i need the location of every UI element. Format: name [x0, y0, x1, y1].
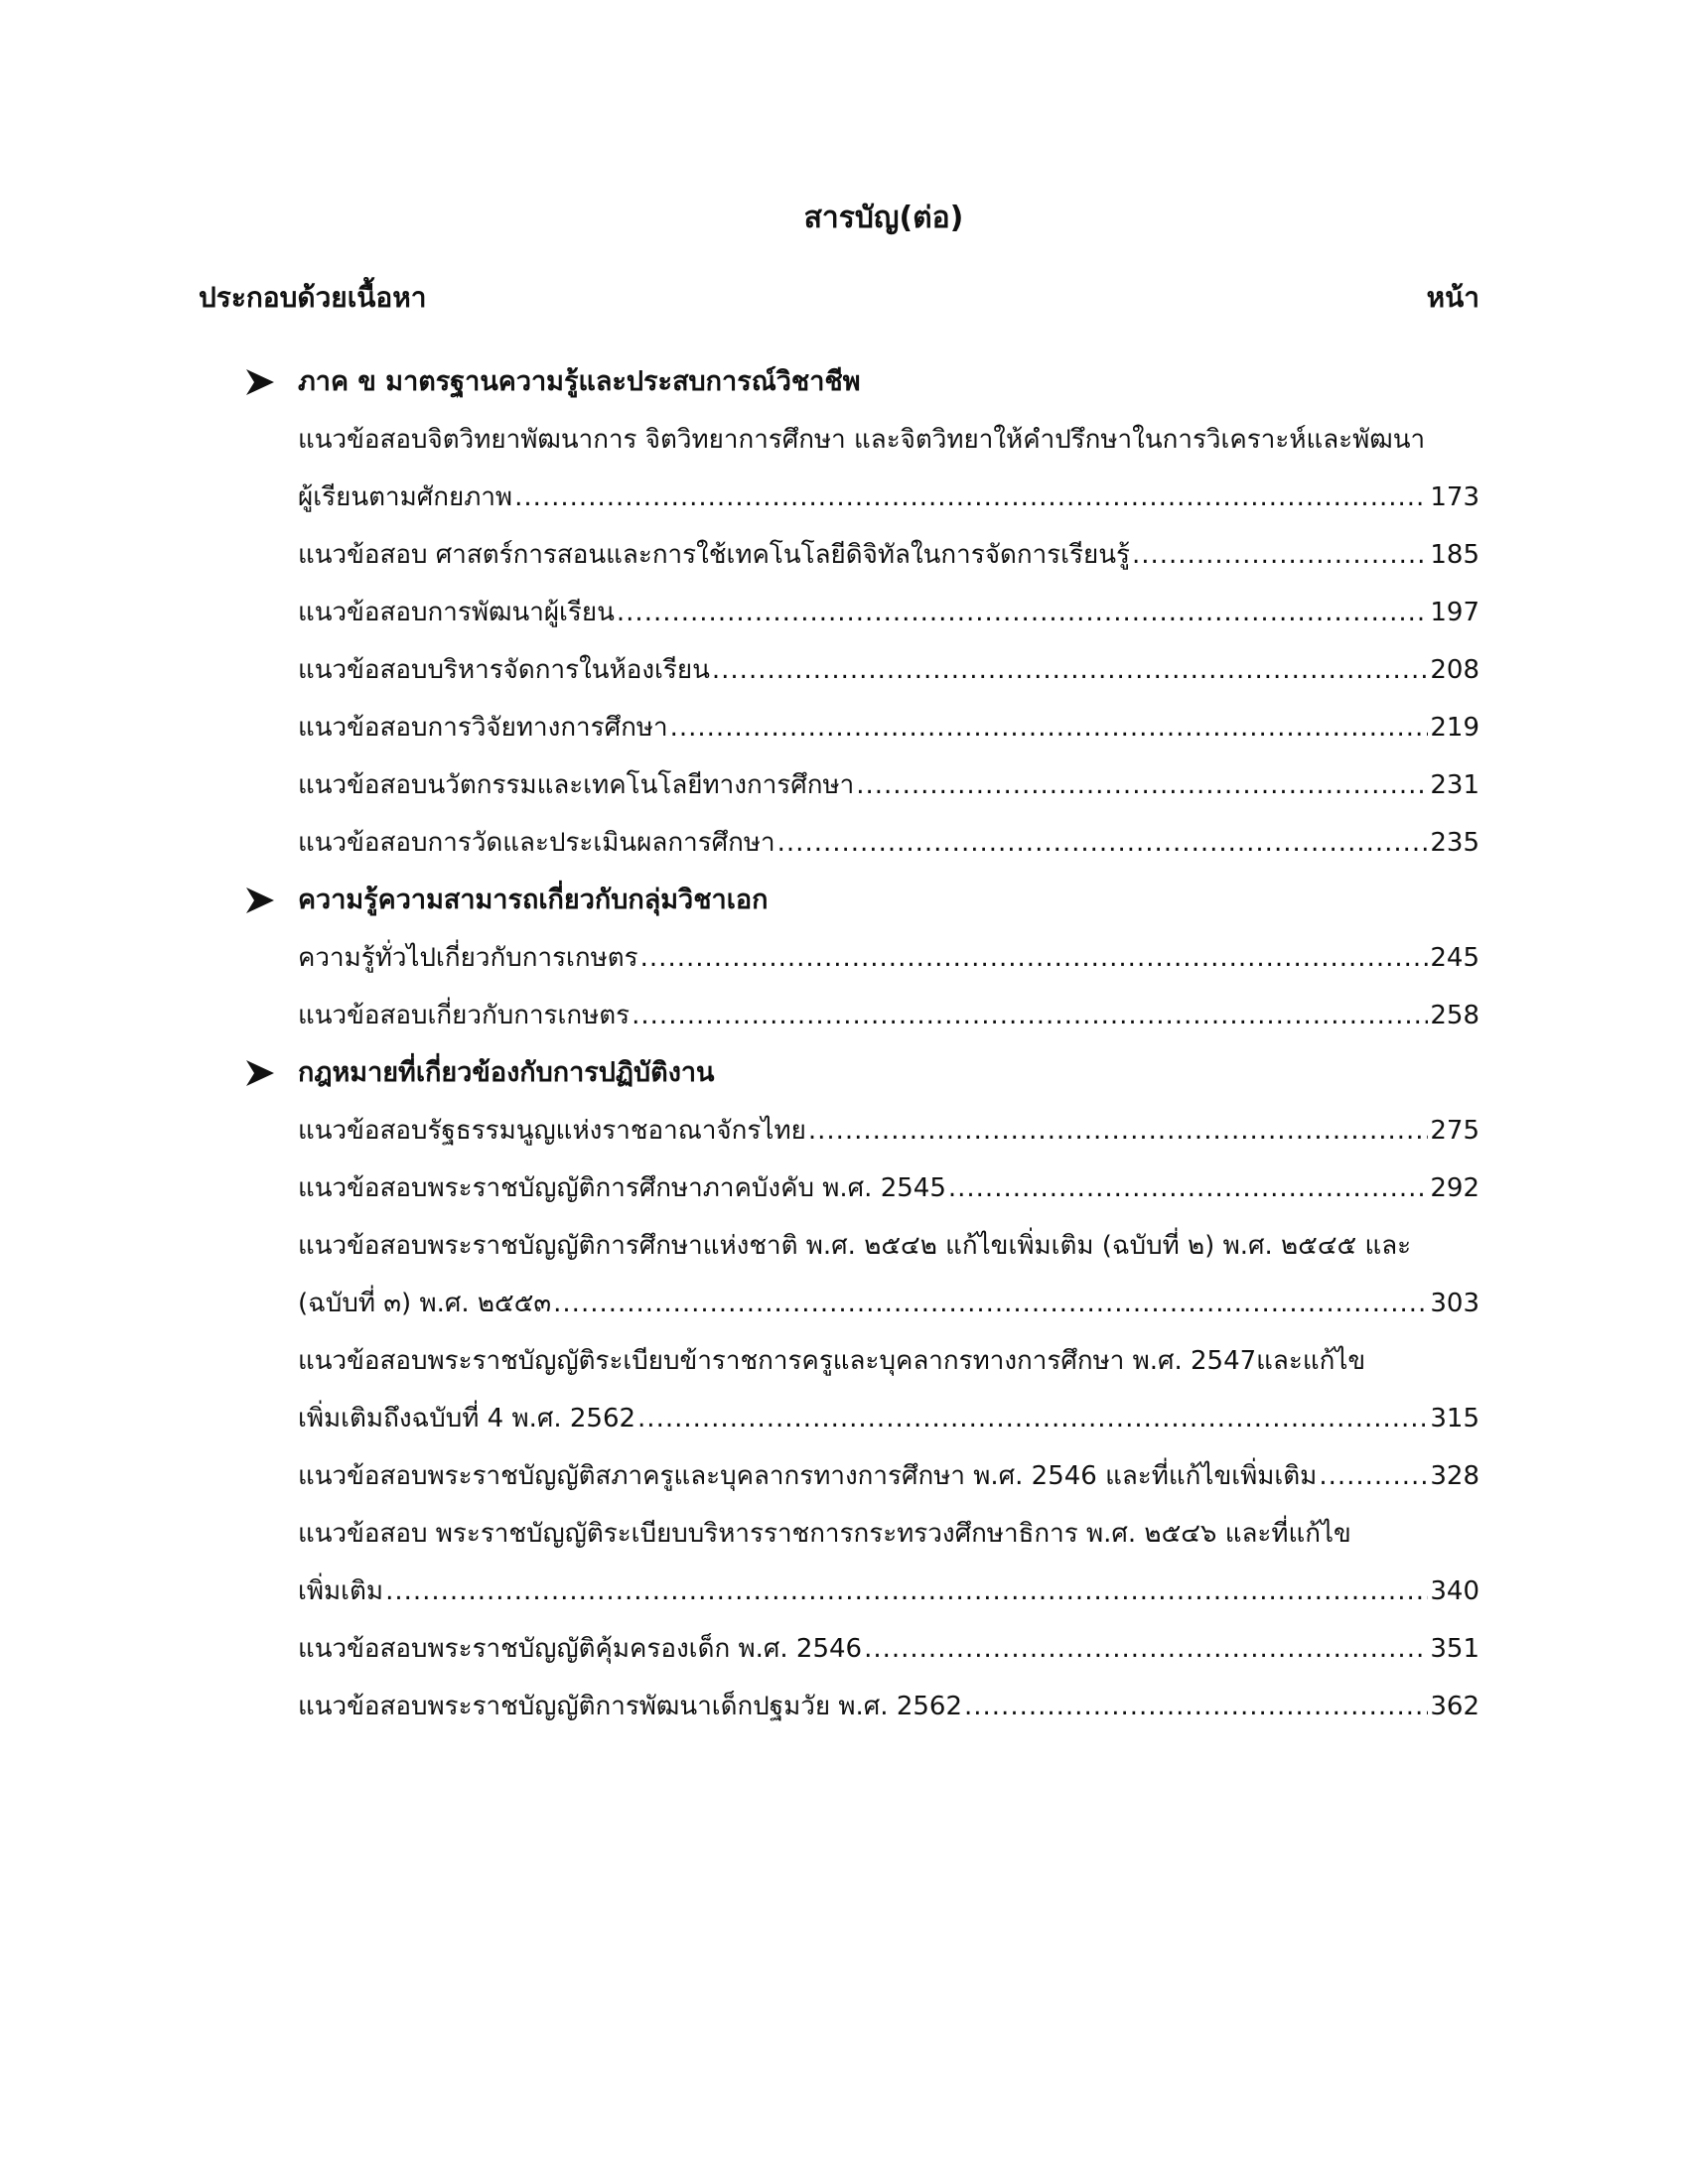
toc-entry-line	[298, 756, 1479, 814]
page-number: 258	[1430, 1001, 1479, 1030]
toc-entry-line: แนวข้อสอบพระราชบัญญัติระเบียบข้าราชการครูและบุคลากรทางการศึกษา พ.ศ. 2547และแก้ไข	[298, 1346, 1366, 1376]
page-title: สารบัญ(ต่อ)	[803, 201, 964, 235]
table-of-contents	[243, 353, 1479, 1735]
dot-leader	[964, 1678, 1428, 1735]
toc-entry	[298, 756, 1479, 814]
toc-entry-text: แนวข้อสอบพระราชบัญญัติคุ้มครองเด็ก พ.ศ. 2546	[298, 1634, 863, 1664]
toc-entry-text: (ฉบับที่ ๓) พ.ศ. ๒๕๕๓	[298, 1289, 552, 1318]
page-number: 235	[1430, 828, 1479, 858]
page-number: 328	[1430, 1461, 1479, 1491]
toc-entry-line	[298, 699, 1479, 756]
toc-entry-line: แนวข้อสอบจิตวิทยาพัฒนาการ จิตวิทยาการศึกษา และจิตวิทยาให้คำปรึกษาในการวิเคราะห์และพัฒนา	[298, 425, 1426, 455]
arrow-bullet-icon	[245, 368, 275, 396]
toc-entry	[298, 814, 1479, 872]
toc-entry-line	[298, 526, 1479, 584]
page-number: 303	[1430, 1289, 1479, 1318]
page-number: 340	[1430, 1576, 1479, 1606]
page-number: 219	[1430, 713, 1479, 743]
toc-entry-line	[298, 1275, 1479, 1332]
dot-leader	[777, 814, 1429, 872]
toc-entry	[298, 411, 1479, 526]
dot-leader	[553, 1275, 1428, 1332]
dot-leader	[1319, 1447, 1428, 1505]
toc-entry	[298, 1620, 1479, 1678]
toc-entry-line	[298, 1102, 1479, 1160]
dot-leader	[617, 584, 1428, 641]
toc-entry	[298, 1505, 1479, 1620]
toc-entry-line	[298, 1678, 1479, 1735]
toc-entry-line	[298, 1620, 1479, 1678]
dot-leader	[632, 987, 1428, 1044]
toc-entry-line	[298, 584, 1479, 641]
dot-leader	[1132, 526, 1428, 584]
arrow-bullet-icon	[245, 887, 275, 914]
page-number: 173	[1430, 482, 1479, 512]
toc-entry-text: แนวข้อสอบ ศาสตร์การสอนและการใช้เทคโนโลยีดิจิทัลในการจัดการเรียนรู้	[298, 540, 1130, 570]
toc-entry-line: แนวข้อสอบพระราชบัญญัติการศึกษาแห่งชาติ พ.ศ. ๒๕๔๒ แก้ไขเพิ่มเติม (ฉบับที่ ๒) พ.ศ. ๒๕๔๕ และ	[298, 1231, 1412, 1261]
toc-entry-text: เพิ่มเติม	[298, 1576, 384, 1606]
page-number: 245	[1430, 943, 1479, 973]
toc-entry-text: แนวข้อสอบการวัดและประเมินผลการศึกษา	[298, 828, 775, 858]
page-number: 208	[1430, 655, 1479, 685]
dot-leader	[864, 1620, 1428, 1678]
toc-entry-text: เพิ่มเติมถึงฉบับที่ 4 พ.ศ. 2562	[298, 1404, 636, 1433]
toc-entry-text: แนวข้อสอบรัฐธรรมนูญแห่งราชอาณาจักรไทย	[298, 1116, 806, 1146]
page-number: 231	[1430, 770, 1479, 800]
dot-leader	[712, 641, 1428, 699]
toc-entry	[298, 1102, 1479, 1160]
page-number: 275	[1430, 1116, 1479, 1146]
toc-entry-text: แนวข้อสอบเกี่ยวกับการเกษตร	[298, 1001, 631, 1030]
page-number: 292	[1430, 1173, 1479, 1203]
toc-entry-text: แนวข้อสอบพระราชบัญญัติสภาครูและบุคลากรทางการศึกษา พ.ศ. 2546 และที่แก้ไขเพิ่มเติม	[298, 1461, 1318, 1491]
toc-entry	[298, 584, 1479, 641]
toc-entry	[298, 1160, 1479, 1217]
toc-entry-line	[298, 1390, 1479, 1447]
toc-entry-text: แนวข้อสอบการพัฒนาผู้เรียน	[298, 598, 615, 627]
toc-entry-text: ความรู้ทั่วไปเกี่ยวกับการเกษตร	[298, 943, 638, 973]
toc-entry	[298, 1678, 1479, 1735]
toc-entry	[298, 526, 1479, 584]
page-number: 351	[1430, 1634, 1479, 1664]
dot-leader	[514, 469, 1428, 526]
toc-entry-line	[298, 1160, 1479, 1217]
section-heading	[243, 872, 1479, 929]
toc-entry-text: แนวข้อสอบพระราชบัญญัติการศึกษาภาคบังคับ พ.ศ. 2545	[298, 1173, 946, 1203]
toc-entry-line	[298, 929, 1479, 987]
toc-entry	[298, 1217, 1479, 1332]
toc-entry-line	[298, 1447, 1479, 1505]
toc-entry-line	[298, 987, 1479, 1044]
dot-leader	[856, 756, 1428, 814]
dot-leader	[385, 1563, 1428, 1620]
toc-entry	[298, 987, 1479, 1044]
toc-entry-line: แนวข้อสอบ พระราชบัญญัติระเบียบบริหารราชการกระทรวงศึกษาธิการ พ.ศ. ๒๕๔๖ และที่แก้ไข	[298, 1519, 1351, 1549]
toc-entry-text: ผู้เรียนตามศักยภาพ	[298, 482, 513, 512]
page-number: 185	[1430, 540, 1479, 570]
toc-entry-text: แนวข้อสอบบริหารจัดการในห้องเรียน	[298, 655, 710, 685]
section-heading-text: ความรู้ความสามารถเกี่ยวกับกลุ่มวิชาเอก	[298, 885, 769, 915]
toc-entry-line	[298, 814, 1479, 872]
page-number: 197	[1430, 598, 1479, 627]
toc-entry-text: แนวข้อสอบการวิจัยทางการศึกษา	[298, 713, 668, 743]
section-heading-text: กฎหมายที่เกี่ยวข้องกับการปฏิบัติงาน	[298, 1057, 715, 1088]
dot-leader	[948, 1160, 1428, 1217]
arrow-bullet-icon	[245, 1059, 275, 1087]
toc-entry	[298, 929, 1479, 987]
toc-entry	[298, 1332, 1479, 1447]
section-heading	[243, 353, 1479, 411]
toc-entry-line	[298, 469, 1479, 526]
section-heading-text: ภาค ข มาตรฐานความรู้และประสบการณ์วิชาชีพ	[298, 366, 861, 397]
toc-entry	[298, 641, 1479, 699]
toc-entry-line	[298, 641, 1479, 699]
toc-entry	[298, 1447, 1479, 1505]
contents-column-header: ประกอบด้วยเนื้อหา	[199, 281, 427, 314]
dot-leader	[637, 1390, 1428, 1447]
toc-entry	[298, 699, 1479, 756]
toc-entry-text: แนวข้อสอบนวัตกรรมและเทคโนโลยีทางการศึกษา	[298, 770, 855, 800]
page-number: 362	[1430, 1692, 1479, 1721]
dot-leader	[808, 1102, 1429, 1160]
dot-leader	[670, 699, 1429, 756]
toc-entry-text: แนวข้อสอบพระราชบัญญัติการพัฒนาเด็กปฐมวัย พ.ศ. 2562	[298, 1692, 962, 1721]
section-heading	[243, 1044, 1479, 1102]
page-number: 315	[1430, 1404, 1479, 1433]
toc-entry-line	[298, 1563, 1479, 1620]
page-column-header: หน้า	[1426, 281, 1479, 314]
dot-leader	[640, 929, 1429, 987]
